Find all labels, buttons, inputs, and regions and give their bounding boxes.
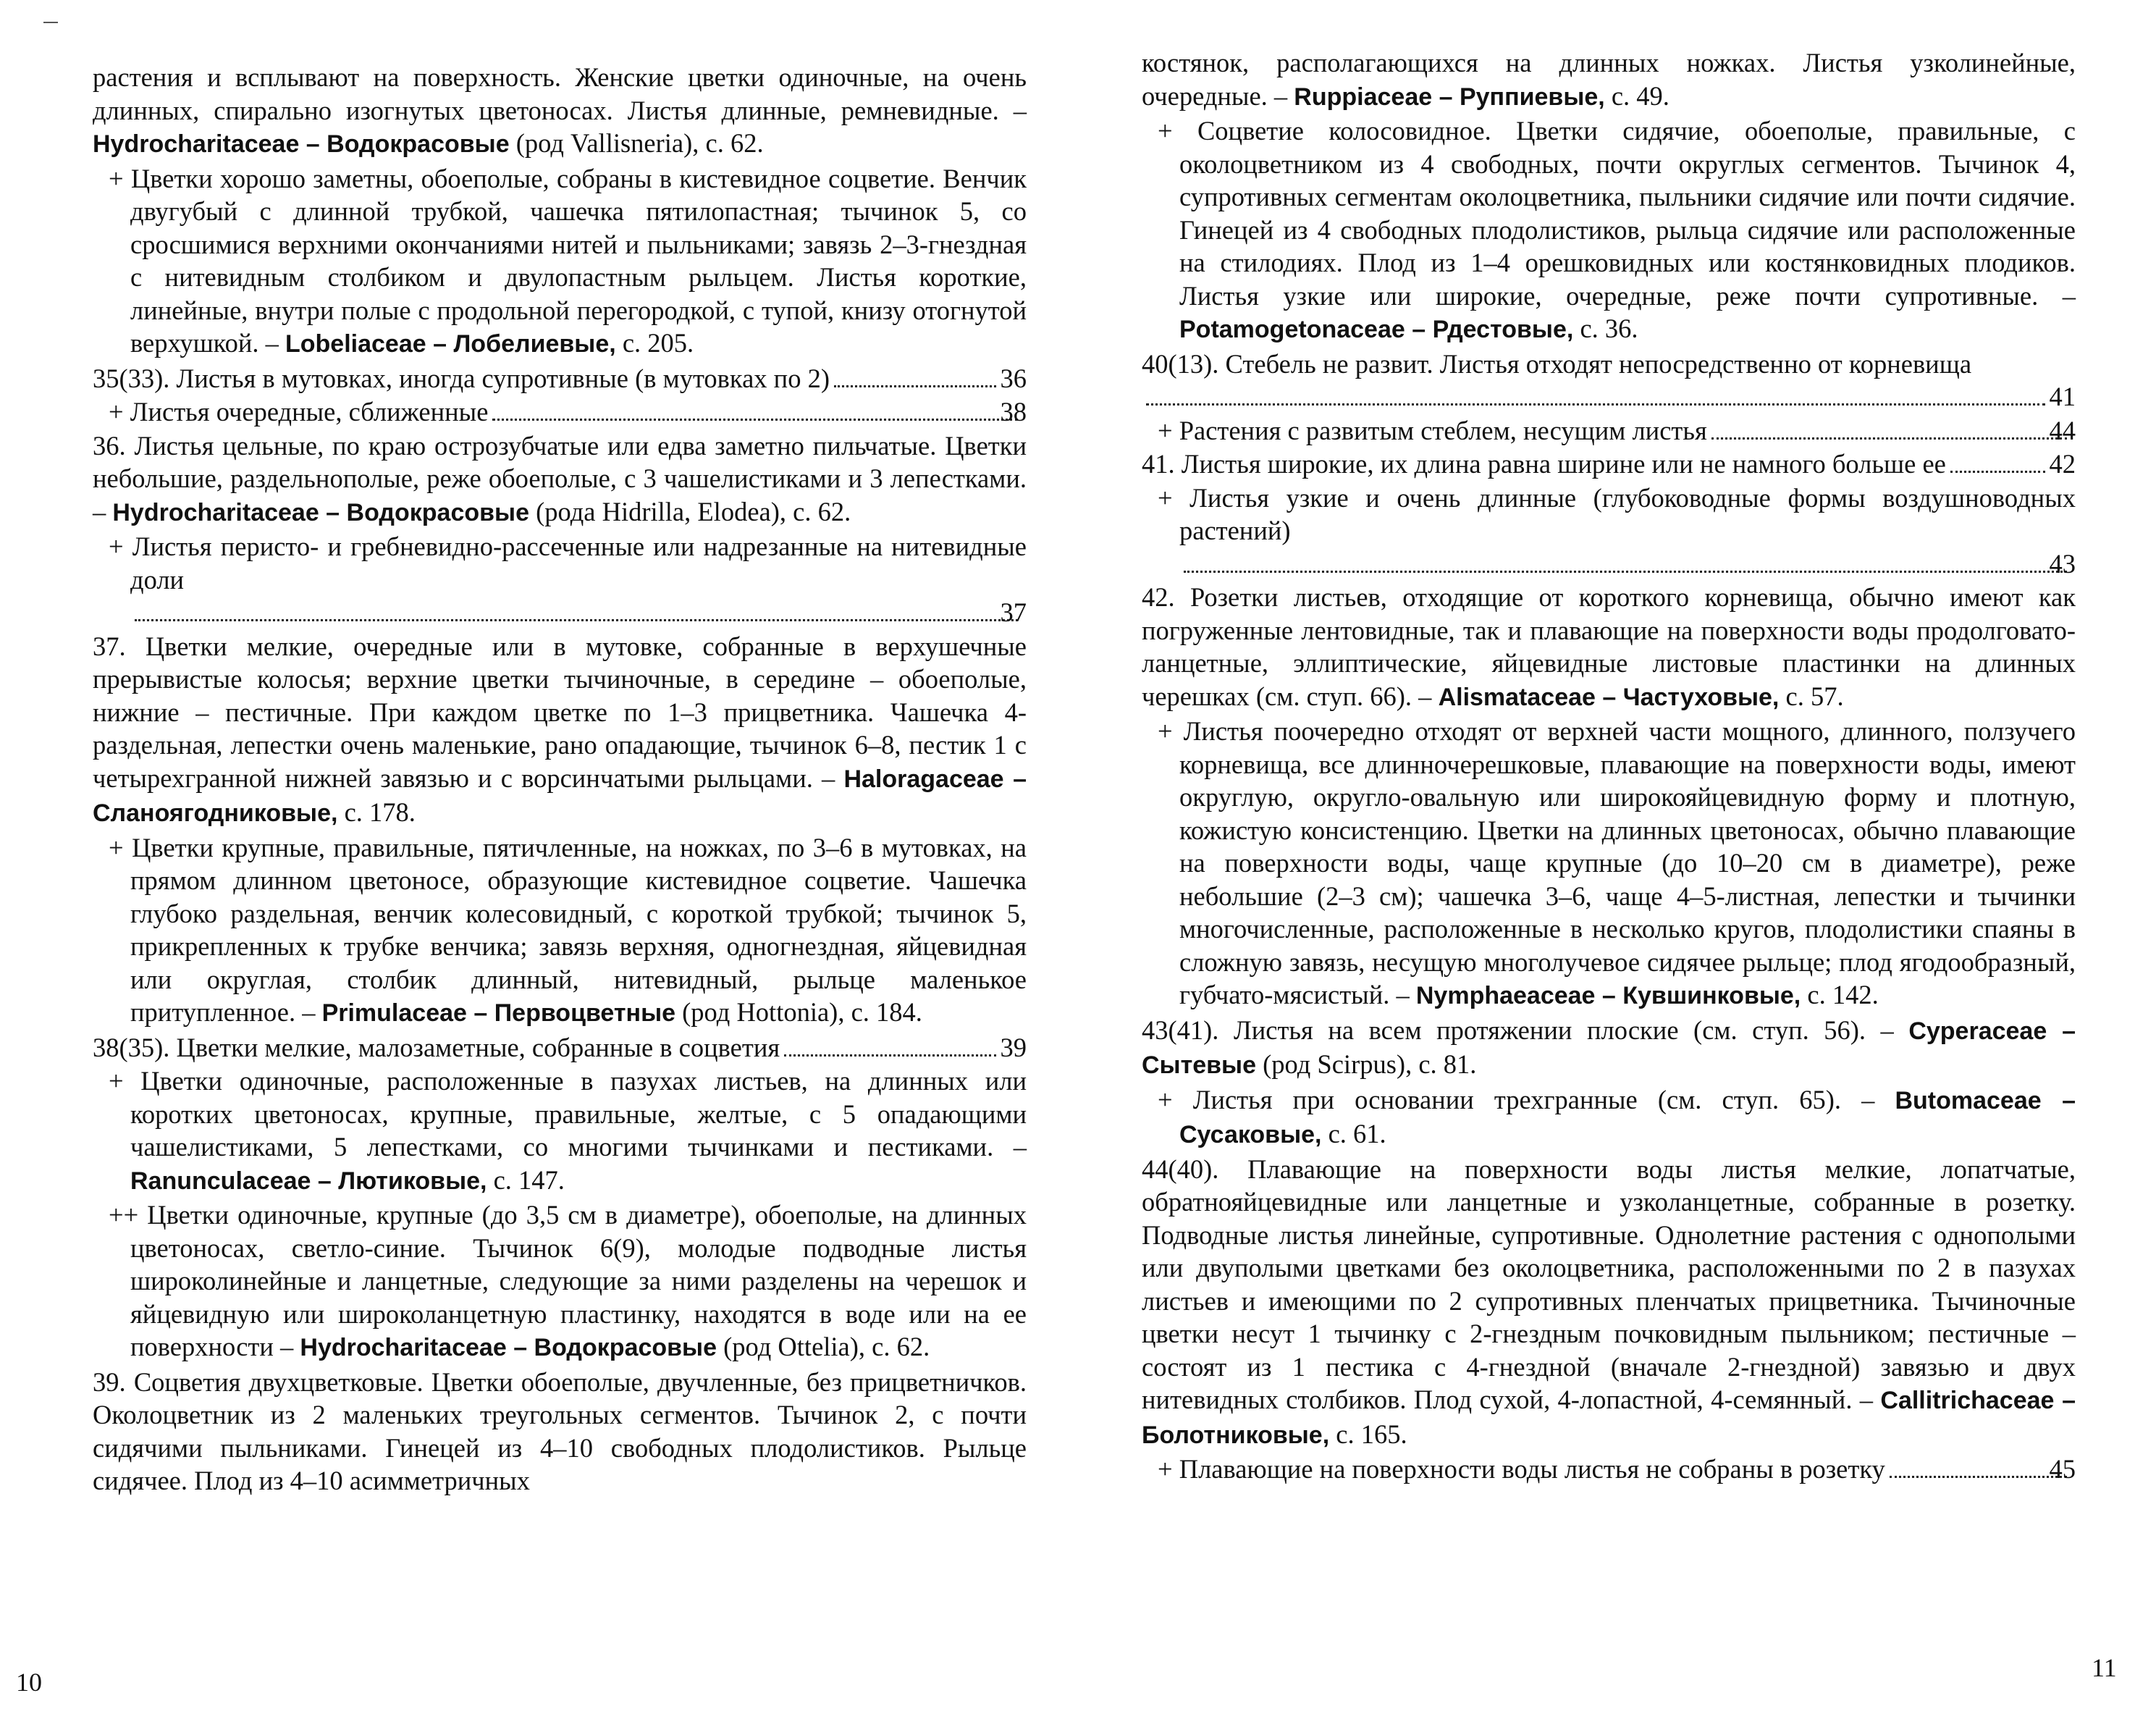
entry-text: 41. Листья широкие, их длина равна ширине или не намного больше ее (1142, 449, 1946, 479)
entry-text: + Соцветие колосовидное. Цветки сидячие, обоеполые, правильные, с околоцветником из 4 свободных, почти округлых сегментов. Тычинок 4, супротивных сегментам околоцветника, пыльники сидячие или почти сидячие. Гинецей из 4 свободных плодолистиков, рыльца сидячие или расположенные на стилодиях. Плод из 1–4 орешковидных или костянковидных плодиков. Листья узкие или широкие, очередные, реже почти супротивные. – (1158, 116, 2076, 311)
entry-reference-number: 42 (2049, 449, 2076, 479)
family-name: Potamogetonaceae – Рдестовые, (1179, 316, 1574, 343)
page-number-right: 11 (2092, 1653, 2117, 1682)
key-entry (1142, 414, 2076, 448)
entry-text: 42. Розетки листьев, отходящие от короткого корневища, обычно имеют как погруженные лентовидные, так и плавающие на поверхности воды продолговато-ланцетные, эллиптические, яйцевидные листовые пластинки на длинных черешках (см. ступ. 66). – (1142, 582, 2076, 711)
entry-page-ref: (род Vallisneria), с. 62. (509, 128, 764, 158)
key-entry (1142, 46, 2076, 114)
leader-dots (1711, 437, 2067, 440)
key-entry (93, 429, 1027, 530)
entry-text: 37. Цветки мелкие, очередные или в мутовке, собранные в верхушечные прерывистые колосья; верхние цветки тычиночные, в середине – обоеполые, нижние – пестичные. При каждом цветке по 1–3 прицветника. Чашечка 4-раздельная, лепестки очень маленькие, рано опадающие, тычинок 6–8, пестик 1 с четырехгранной нижней завязью и с ворсинчатыми рыльцами. – (93, 631, 1027, 793)
entry-text: + Листья поочередно отходят от верхней части мощного, длинного, ползучего корневища, все длинночерешковые, плавающие на поверхности воды, имеют округлую, округло-овальную или широкояйцевидную форму и плотную, кожистую консистенцию. Цветки на длинных цветоносах, обычно плавающие на поверхности воды, чаще крупные (до 10–20 см в диаметре), реже небольшие (2–3 см); чашечка 3–6, чаще 4–5-листная, лепестки и тычинки многочисленные, расположенные в несколько кругов, плодолистики спаяны в сложную завязь, несущую многолучевое сидячее рыльце; плод ягодообразный, губчато-мясистый. – (1158, 716, 2076, 1009)
key-entry (1142, 1083, 2076, 1152)
entry-reference-number: 39 (1000, 1032, 1027, 1062)
entry-reference-number: 44 (2049, 415, 2076, 445)
right-page (1078, 0, 2156, 1722)
entry-text: + Листья узкие и очень длинные (глубоководные формы воздушноводных растений) (1158, 482, 2076, 545)
leader-dots (1184, 571, 2067, 573)
page-number-left: 10 (16, 1668, 42, 1697)
entry-reference-number: 45 (2049, 1454, 2076, 1484)
entry-text: + Листья очередные, сближенные (109, 397, 489, 427)
key-entry (93, 1366, 1027, 1498)
key-entry (93, 1031, 1027, 1064)
entry-page-ref: с. 142. (1801, 980, 1879, 1009)
scan-mark (43, 22, 58, 23)
entry-text: костянок, располагающихся на длинных ножках. Листья узколинейные, очередные. – (1142, 48, 2076, 111)
family-name: Butomaceae – Сусаковые, (1179, 1086, 2076, 1148)
key-entry (93, 61, 1027, 161)
entry-text: 38(35). Цветки мелкие, малозаметные, собранные в соцветия (93, 1032, 780, 1062)
family-name: Hydrocharitaceae – Водокрасовые (112, 498, 529, 526)
entry-text: 39. Соцветия двухцветковые. Цветки обоеполые, двучленные, без прицветничков. Околоцветник из 2 маленьких треугольных сегментов. Тычинок 2, с почти сидячими пыльниками. Гинецей из 4–10 свободных плодолистиков. Рыльце сидячее. Плод из 4–10 асимметричных (93, 1366, 1027, 1495)
entry-text: + Растения с развитым стеблем, несущим листья (1158, 415, 1707, 445)
entry-page-ref: с. 178. (337, 797, 416, 827)
family-name: Cyperaceae – Сытевые (1142, 1017, 2076, 1079)
right-column (1142, 46, 2076, 1487)
entry-page-ref: с. 57. (1779, 681, 1844, 711)
leader-dots (784, 1054, 995, 1057)
family-name: Hydrocharitaceae – Водокрасовые (93, 130, 510, 158)
entry-page-ref: (род Hottonia), с. 184. (675, 997, 922, 1027)
entry-text: ++ Цветки одиночные, крупные (до 3,5 см в диаметре), обоеполые, на длинных цветоносах, светло-синие. Тычинок 6(9), молодые подводные листья широколинейные и ланцетные, следующие за ними разделены на черешок и яйцевидную или широколанцетную пластинку, находятся в воде или на ее поверхности – (109, 1200, 1027, 1361)
entry-text: 36. Листья цельные, по краю острозубчатые или едва заметно пильчатые. Цветки небольшие, раздельнополые, реже обоеполые, с 3 чашелистиками и 3 лепестками. – (93, 430, 1027, 526)
entry-page-ref: с. 61. (1321, 1119, 1386, 1148)
entry-text: + Листья перисто- и гребневидно-рассеченные или надрезанные на нитевидные доли (109, 532, 1027, 595)
entry-text: + Цветки хорошо заметны, обоеполые, собраны в кистевидное соцветие. Венчик двугубый с длинной трубкой, чашечка пятилопастная; тычинок 5, со сросшимися верхними окончаниями нитей и пыльниками; завязь 2–3-гнездная с нитевидным столбиком и двулопастным рыльцем. Листья короткие, линейные, внутри полые с продольной перегородкой, с тупой, книзу отогнутой верхушкой. – (109, 163, 1027, 358)
family-name: Lobeliaceae – Лобелиевые, (285, 330, 616, 358)
family-name: Ranunculaceae – Лютиковые, (130, 1167, 487, 1195)
entry-reference-number: 36 (1000, 363, 1027, 393)
entry-text: 44(40). Плавающие на поверхности воды листья мелкие, лопатчатые, обратнояйцевидные или ланцетные и узколанцетные, собранные в розетку. Подводные листья линейные, супротивные. Однолетние растения с однополыми или двуполыми цветками без околоцветника, расположенными по 2 в пазухах листьев и имеющими по 2 супротивных пленчатых прицветника. Тычиночные цветки несут 1 тычинку с 2-гнездным почковидным пыльником; пестичные – состоят из 1 пестика с 4-гнездной (вначале 2-гнездной) завязью и двух нитевидных столбиков. Плод сухой, 4-лопастной, 4-семянный. – (1142, 1154, 2076, 1414)
key-entry (1142, 1153, 2076, 1453)
key-entry (93, 831, 1027, 1030)
entry-page-ref: с. 36. (1573, 314, 1638, 343)
entry-page-ref: (род Scirpus), с. 81. (1256, 1049, 1477, 1079)
family-name: Callitrichaceae – Болотниковые, (1142, 1387, 2076, 1449)
family-name: Ruppiaceae – Руппиевые, (1294, 83, 1605, 111)
family-name: Haloragaceae – Сланоягодниковые, (93, 765, 1027, 827)
entry-page-ref: с. 165. (1329, 1419, 1407, 1449)
entry-reference-number: 38 (1000, 397, 1027, 427)
entry-page-ref: (род Ottelia), с. 62. (717, 1332, 930, 1361)
leader-dots (492, 419, 1017, 421)
entry-reference-number: 37 (1000, 597, 1027, 627)
entry-reference-number: 43 (2049, 548, 2076, 579)
entry-reference-number: 41 (2049, 382, 2076, 411)
key-entry (93, 362, 1027, 395)
leader-dots (1950, 471, 2045, 473)
family-name: Hydrocharitaceae – Водокрасовые (300, 1334, 717, 1361)
key-entry (1142, 448, 2076, 481)
key-entry (1142, 715, 2076, 1013)
leader-dots (834, 385, 996, 387)
entry-text: + Цветки крупные, правильные, пятичленные, на ножках, по 3–6 в мутовках, на прямом длинном цветоносе, образующие кистевидное соцветие. Чашечка глубоко раздельная, венчик колесовидный, с короткой трубкой; тычинок 5, прикрепленных к трубке венчика; завязь верхняя, одногнездная, яйцевидная или округлая, столбик длинный, нитевидный, рыльце маленькое притупленное. – (109, 832, 1027, 1027)
key-entry (1142, 482, 2076, 581)
key-entry (93, 162, 1027, 361)
left-column (93, 61, 1027, 1498)
key-entry (1142, 1014, 2076, 1083)
entry-page-ref: с. 205. (615, 328, 694, 358)
entry-page-ref: с. 49. (1604, 80, 1669, 111)
entry-text: растения и всплывают на поверхность. Женские цветки одиночные, на очень длинных, спирально изогнутых цветоносах. Листья длинные, ремневидные. – (93, 62, 1027, 125)
entry-text: + Цветки одиночные, расположенные в пазухах листьев, на длинных или коротких цветоносах, крупные, правильные, желтые, с 5 опадающими чашелистиками, 5 лепестками, со многими тычинками и пестиками. – (109, 1066, 1027, 1162)
key-entry (93, 630, 1027, 831)
leader-dots (135, 619, 1018, 621)
key-entry (93, 1198, 1027, 1365)
entry-text: 35(33). Листья в мутовках, иногда супротивные (в мутовках по 2) (93, 363, 830, 393)
entry-text: + Плавающие на поверхности воды листья не собраны в розетку (1158, 1454, 1885, 1484)
key-entry (93, 1064, 1027, 1198)
key-entry (1142, 348, 2076, 413)
entry-text: + Листья при основании трехгранные (см. ступ. 65). – (1158, 1084, 1895, 1114)
entry-text: 43(41). Листья на всем протяжении плоские (см. ступ. 56). – (1142, 1015, 1909, 1045)
entry-text: 40(13). Стебель не развит. Листья отходят непосредственно от корневища (1142, 348, 1972, 379)
leader-dots (1146, 403, 2045, 406)
key-entry (93, 530, 1027, 629)
leader-dots (1890, 1476, 2067, 1478)
family-name: Nymphaeaceae – Кувшинковые, (1415, 982, 1801, 1009)
key-entry (1142, 1453, 2076, 1486)
family-name: Alismataceae – Частуховые, (1438, 683, 1780, 711)
entry-page-ref: с. 147. (487, 1164, 565, 1195)
entry-page-ref: (рода Hidrilla, Elodea), с. 62. (529, 496, 851, 526)
key-entry (93, 395, 1027, 429)
family-name: Primulaceae – Первоцветные (321, 999, 676, 1027)
key-entry (1142, 581, 2076, 714)
key-entry (1142, 114, 2076, 347)
